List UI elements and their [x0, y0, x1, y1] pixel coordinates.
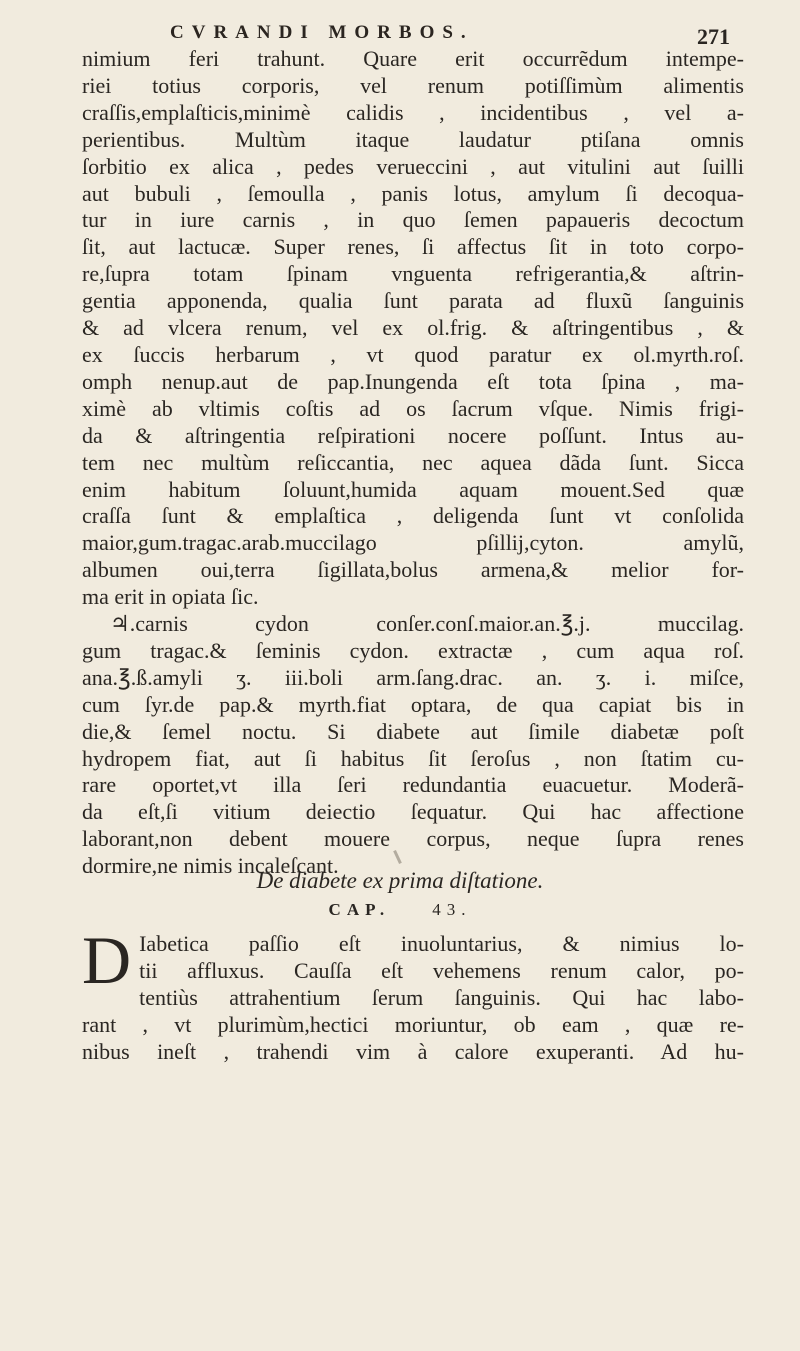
page-number: 271 [697, 24, 730, 49]
text-line: tentiùs attrahentium ſerum ſanguinis. Qui hac labo- [139, 984, 744, 1010]
text-line: tem nec multùm reſiccantia, nec aquea dãda ſunt. Sicca [82, 449, 744, 475]
text-line: craſſis,emplaſticis,minimè calidis , incidentibus , vel a- [82, 99, 744, 125]
text-line: ſorbitio ex alica , pedes verueccini , aut vitulini aut ſuilli [82, 153, 744, 179]
text-line: craſſa ſunt & emplaſtica , deligenda ſunt vt conſolida [82, 503, 744, 529]
main-text [82, 46, 744, 880]
chapter-title: De diabete ex prima diſtatione. [256, 868, 544, 893]
text-line: dormire,ne nimis incaleſcant. [82, 853, 339, 879]
text-line: da & aſtringentia reſpirationi nocere poſſunt. Intus au- [82, 422, 744, 448]
text-line: perientibus. Multùm itaque laudatur ptiſana omnis [82, 126, 744, 152]
running-title: CVRANDI MORBOS. [170, 22, 474, 43]
text-line: da eſt,ſi vitium deiectio ſequatur. Qui hac affectione [82, 799, 744, 825]
text-line: maior,gum.tragac.arab.muccilago pſillij,cyton. amylũ, [82, 530, 744, 556]
text-line: albumen oui,terra ſigillata,bolus armena,& melior for- [82, 557, 744, 583]
chapter-number [0, 900, 800, 920]
text-line: laborant,non debent mouere corpus, neque ſupra renes [82, 826, 744, 852]
text-line: tii affluxus. Cauſſa eſt vehemens renum calor, po- [139, 957, 744, 983]
text-line: tur in iure carnis , in quo ſemen papaueris decoctum [82, 207, 744, 233]
text-line: omph nenup.aut de pap.Inungenda eſt tota ſpina , ma- [82, 368, 744, 394]
text-line: ana.℥.ß.amyli ʒ. iii.boli arm.ſang.drac. an. ʒ. i. miſce, [82, 664, 744, 690]
text-line: cum ſyr.de pap.& myrth.fiat optara, de qua capiat bis in [82, 691, 744, 717]
text-line: ximè ab vltimis coſtis ad os ſacrum vſque. Nimis frigi- [82, 395, 744, 421]
text-line: re,ſupra totam ſpinam vnguenta refrigerantia,& aſtrin- [82, 261, 744, 287]
chapter-text [82, 922, 744, 1066]
text-line: ♃.carnis cydon conſer.conſ.maior.an.℥.j. muccilag. [110, 611, 744, 637]
text-line: gum tragac.& ſeminis cydon. extractæ , cum aqua roſ. [82, 637, 744, 663]
text-line: & ad vlcera renum, vel ex ol.frig. & aſtringentibus , & [82, 315, 744, 341]
text-line: gentia apponenda, qualia ſunt parata ad fluxũ ſanguinis [82, 288, 744, 314]
text-line: enim habitum ſoluunt,humida aquam mouent.Sed quæ [82, 476, 744, 502]
text-line: nimium feri trahunt. Quare erit occurrẽdum intempe- [82, 46, 744, 71]
chapter-cap-label: CAP. [328, 900, 391, 919]
text-line: die,& ſemel noctu. Si diabete aut ſimile diabetæ poſt [82, 718, 744, 744]
text-line: ma erit in opiata ſic. [82, 584, 259, 610]
text-line: ex ſuccis herbarum , vt quod paratur ex ol.myrth.roſ. [82, 341, 744, 367]
text-line: nibus ineſt , trahendi vim à calore exuperanti. Ad hu- [82, 1038, 744, 1064]
text-line: Iabetica paſſio eſt inuoluntarius, & nimius lo- [139, 931, 744, 956]
text-line: riei totius corporis, vel renum potiſſimùm alimentis [82, 72, 744, 98]
text-line: aut bubuli , ſemoulla , panis lotus, amylum ſi decoqua- [82, 180, 744, 206]
text-line: rant , vt plurimùm,hectici moriuntur, ob eam , quæ re- [82, 1011, 744, 1037]
drop-capital: D [82, 922, 132, 998]
text-line: ſit, aut lactucæ. Super renes, ſi affectus ſit in toto corpo- [82, 234, 744, 260]
text-line: hydropem fiat, aut ſi habitus ſit ſeroſus , non ſtatim cu- [82, 745, 744, 771]
chapter-cap-number: 43. [432, 900, 472, 919]
text-line: rare oportet,vt illa ſeri redundantia euacuetur. Moderã- [82, 772, 744, 798]
